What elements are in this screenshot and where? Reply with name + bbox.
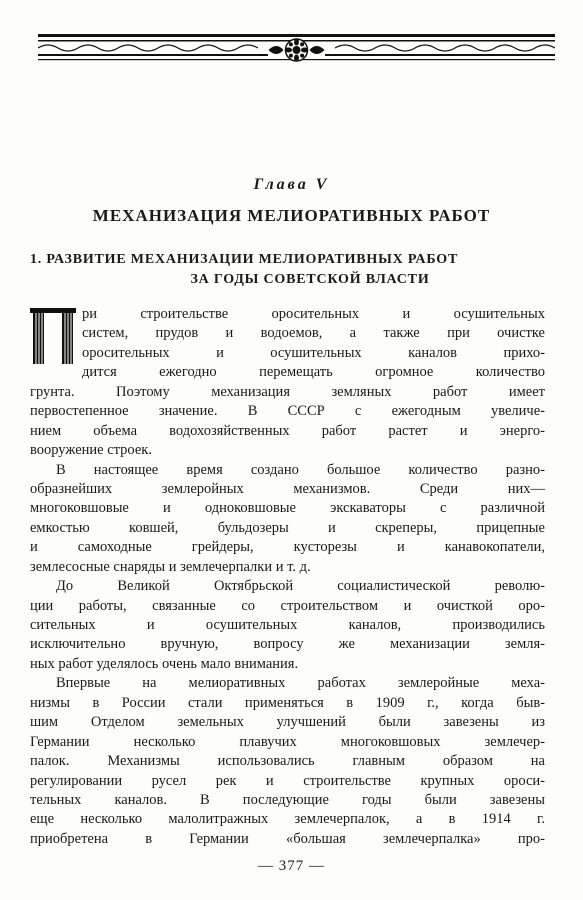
- section-heading: [30, 250, 560, 290]
- chapter-title: МЕХАНИЗАЦИЯ МЕЛИОРАТИВНЫХ РАБОТ: [92, 206, 491, 225]
- drop-cap-letter: П: [52, 348, 54, 349]
- section-heading-line-2: ЗА ГОДЫ СОВЕТСКОЙ ВЛАСТИ: [190, 272, 430, 287]
- text-line: систем, прудов и водоемов, а также при очистке: [82, 325, 545, 342]
- text-line: приобретена в Германии «большая землечерпалка» про-: [30, 830, 545, 847]
- text-line: образнейших землеройных механизмов. Среди них—: [30, 480, 545, 497]
- ornamental-header-icon: [38, 30, 555, 68]
- text-line: оросительных и осушительных каналов прихо-: [82, 344, 545, 361]
- text-line: многоковшовые и одноковшовые экскаваторы с различной: [30, 500, 545, 517]
- text-line: В настоящее время создано большое количество разно-: [56, 461, 545, 478]
- body-text: [30, 305, 545, 849]
- text-line: емкостью ковшей, бульдозеры и скреперы, прицепные: [30, 519, 545, 536]
- text-line: тельных каналов. В последующие годы были завезены: [30, 791, 545, 808]
- text-line: дится ежегодно перемещать огромное количество: [82, 364, 545, 381]
- text-line: и самоходные грейдеры, кусторезы и канавокопатели,: [30, 539, 545, 556]
- page-number: — 377 —: [258, 858, 325, 874]
- text-line: регулировании русел рек и строительстве крупных ороси-: [30, 772, 545, 789]
- text-line: палок. Механизмы использовались главным образом на: [30, 753, 545, 770]
- text-line: еще несколько малолитражных землечерпалок, а в 1914 г.: [30, 811, 545, 828]
- text-line: Впервые на мелиоративных работах землеройные меха-: [56, 675, 545, 692]
- chapter-label: Глава V: [253, 176, 330, 193]
- text-line: нием объема водохозяйственных работ растет и энерго-: [30, 422, 545, 439]
- text-line: сительных и осушительных каналов, производились: [30, 617, 545, 633]
- text-line: первостепенное значение. В СССР с ежегодным увеличе-: [30, 403, 545, 420]
- text-line: землесосные снаряды и землечерпалки и т. д.: [30, 558, 311, 575]
- text-line: грунта. Поэтому механизация земляных работ имеет: [30, 383, 545, 400]
- text-line: исключительно вручную, вопросу же механизации земля-: [30, 636, 545, 653]
- text-line: низмы в России стали применяться в 1909 г., когда быв-: [30, 694, 545, 711]
- text-line: Германии несколько плавучих многоковшовых землечер-: [30, 733, 545, 750]
- text-line: ных работ уделялось очень мало внимания.: [30, 655, 299, 672]
- text-line: вооружение строек.: [30, 442, 152, 459]
- text-line: ри строительстве оросительных и осушительных: [82, 306, 545, 322]
- text-line: До Великой Октябрьской социалистической револю-: [56, 578, 545, 595]
- text-line: шим Отделом земельных улучшений были завезены из: [30, 714, 545, 731]
- section-heading-line-1: 1. РАЗВИТИЕ МЕХАНИЗАЦИИ МЕЛИОРАТИВНЫХ РАБОТ: [30, 252, 459, 267]
- text-line: ции работы, связанные со строительством и очисткой оро-: [30, 597, 545, 614]
